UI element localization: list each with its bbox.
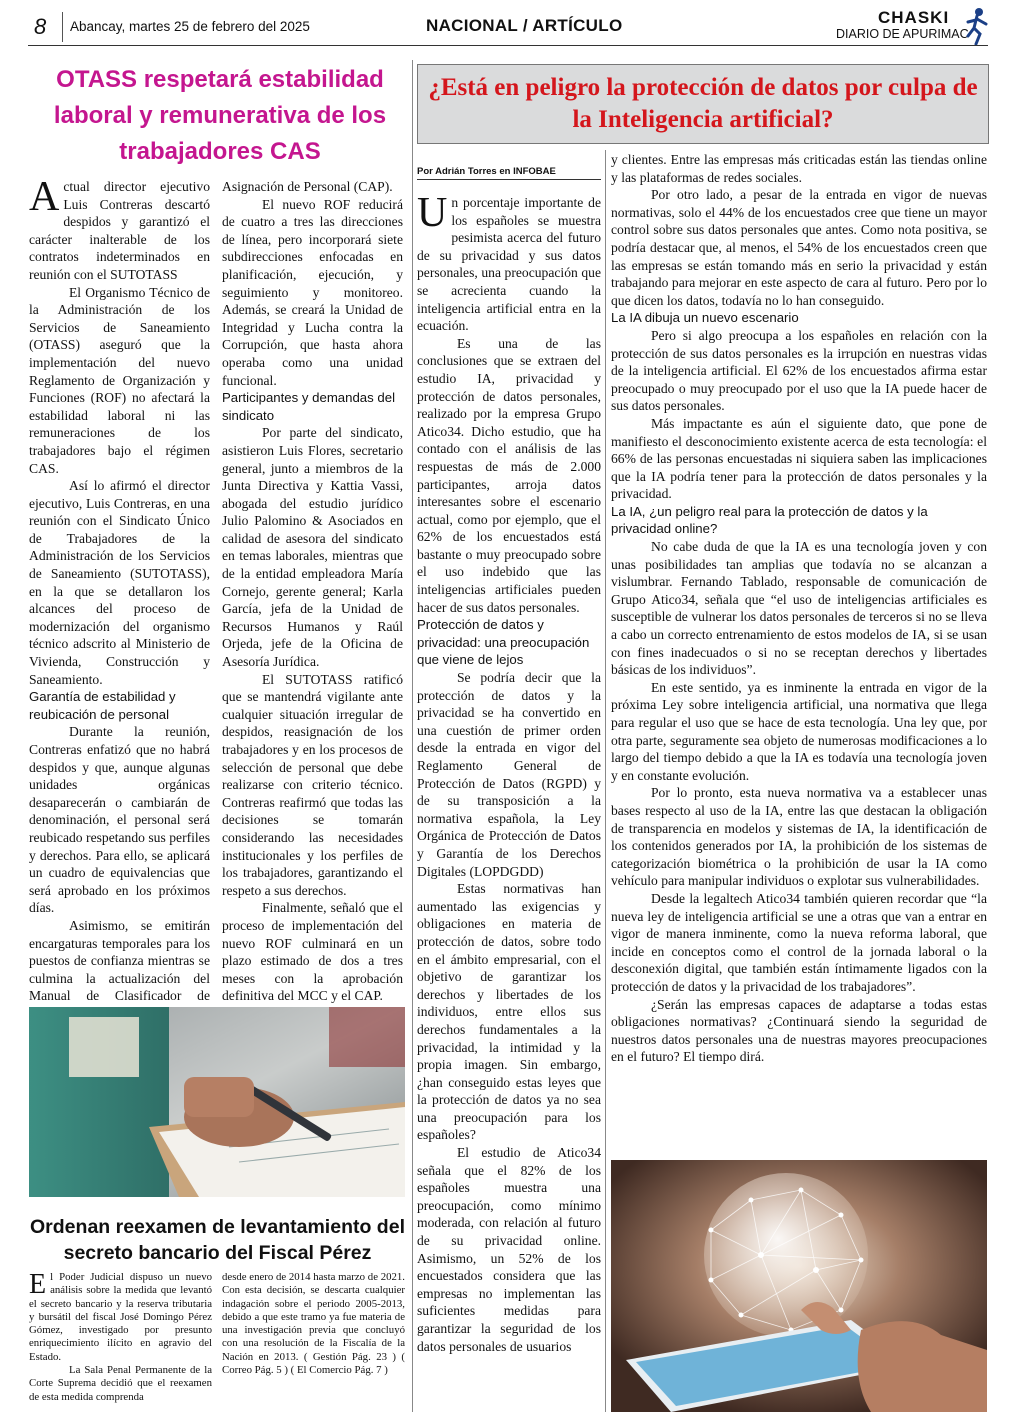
ia-paragraph: Un porcentaje importante de los españoles se muestra pesimista acerca del futuro de su privacidad y sus datos personales, una preocupación que se acrecienta cuando la inteligencia artificial entra en la ecuación.	[417, 190, 601, 334]
ia-paragraph: Más impactante es aún el siguiente dato, que pone de manifiesto el desconocimiento existente acerca de esta tecnología: el 66% de las personas encuestadas ni siquiera saben las implicaciones que la IA podría tener para la protección de datos personales y la privacidad.	[611, 415, 987, 502]
otass-paragraph: Asimismo, se emitirán encargaturas temporales para los puestos de confianza mientras se culmina la actualización del Manual de Clasificador de	[29, 917, 210, 1004]
otass-paragraph: Durante la reunión, Contreras enfatizó que no habrá despidos y que, aunque algunas unidades orgánicas desaparecerán o cambiarán de denominación, el personal será reubicado respetando sus perfiles y derechos. Para ello, se aplicará un cuadro de equivalencias que será aprobado en los próximos días.	[29, 724, 210, 916]
otass-dropcap: A	[29, 174, 60, 220]
ia-paragraph: En este sentido, ya es inminente la entrada en vigor de la próxima Ley sobre inteligencia artificial, una normativa que llega para regular el uso que se hace de esta tecnología. Una ley que, por otra parte, seguramente sea objeto de numerosas modificaciones a lo largo del tiempo debido a que la IA es todavía una tecnología joven y en constante evolución.	[611, 679, 987, 783]
tablet-network-photo	[611, 1160, 987, 1412]
paper-name: CHASKI	[878, 8, 950, 27]
ia-paragraph: No cabe duda de que la IA es una tecnología joven y con unas posibilidades tan amplias que todavía no se alcanzan a vislumbrar. Fernando Tablado, responsable de comunicación de Grupo Atico34, señala que “el uso de inteligencias artificiales es susceptible de vulnerar los datos personales de terceros si no se lleva a cabo un correcto entrenamiento de estos modelos de IA, si se usan con fines inadecuados o si no se receptan derechos y libertades básicas de los individuos”.	[611, 539, 987, 678]
column-divider	[412, 60, 413, 1412]
ia-paragraph: Por lo pronto, esta nueva normativa va a establecer unas bases respecto al uso de la IA, entre las que destacan la obligación de transparencia en modelos y sistemas de IA, la identificación de los contenidos generados por IA, la prohibición de los sistemas de categorización biométrica o la prohibición de usar la IA como vehículo para manipular individuos o explotar sus vulnerabilidades.	[611, 785, 987, 889]
banco-column-2	[222, 1271, 405, 1377]
otass-column-2	[222, 178, 403, 1005]
banco-headline: Ordenan reexamen de levantamiento del secreto bancario del Fiscal Pérez	[30, 1216, 405, 1264]
otass-headline: OTASS respetará estabilidad laboral y remunerativa de los trabajadores CAS	[53, 66, 387, 165]
ia-column-divider	[605, 150, 606, 1412]
section-label: NACIONAL / ARTÍCULO	[426, 16, 623, 35]
ia-subhead-scenario: La IA dibuja un nuevo escenario	[611, 310, 799, 326]
otass-paragraph: El Organismo Técnico de la Administración de los Servicios de Saneamiento (OTASS) aseguró que la implementación del nuevo Reglamento de Organización y Funciones (ROF) no afectará la estabilidad laboral ni las remuneraciones de los trabajadores bajo el régimen CAS.	[29, 284, 210, 476]
otass-paragraph: Asignación de Personal (CAP).	[222, 179, 393, 194]
ia-paragraph: Se podría decir que la protección de datos y la privacidad se ha convertido en una cuestión de primer orden desde la entrada en vigor del Reglamento General de Protección de Datos (RGPD) y de su transposición a la normativa española, la Ley Orgánica de Protección de Datos y Garantía de los Derechos Digitales (LOPDGDD)	[417, 670, 601, 879]
otass-subhead-stability: Garantía de estabilidad y reubicación de personal	[29, 689, 176, 722]
runner-logo-icon	[962, 6, 992, 46]
header-rule	[28, 45, 988, 46]
ia-headline: ¿Está en peligro la protección de datos por culpa de la Inteligencia artificial?	[428, 74, 978, 133]
otass-paragraph: El SUTOTASS ratificó que se mantendrá vigilante ante cualquier situación irregular de despidos, reasignación de los trabajadores y en los procesos de selección de personal que debe realizarse con criterio técnico. Contreras reafirmó que todas las decisiones se tomarán considerando las necesidades institucionales y los perfiles de los trabajadores, garantizando el respeto a sus derechos.	[222, 671, 403, 898]
banco-dropcap: E	[29, 1269, 47, 1300]
otass-paragraph: Actual director ejecutivo Luis Contreras descartó despidos y garantizó el carácter inalterable de los contratos indeterminados en reunión con el SUTOTASS	[29, 174, 210, 282]
header-divider	[62, 12, 63, 42]
otass-paragraph: El nuevo ROF reducirá de cuatro a tres las direcciones de línea, pero incorporará siete subdirecciones enfocadas en planificación, ejecución, y seguimiento y monitoreo. Además, se creará la Unidad de Integridad y Lucha contra la Corrupción, que hasta ahora operaba como una unidad funcional.	[222, 196, 403, 388]
page-number: 8	[34, 14, 47, 39]
ia-subhead-danger: La IA, ¿un peligro real para la protección de datos y la privacidad online?	[611, 503, 928, 537]
ia-column-2	[611, 151, 987, 1066]
clipboard-writing-photo	[29, 1007, 405, 1197]
banco-column-1	[29, 1271, 212, 1404]
otass-paragraph: Finalmente, señaló que el proceso de implementación del nuevo ROF culminará en un plazo estimado de dos a tres meses con la aprobación definitiva del MCC y el CAP.	[222, 900, 403, 1004]
otass-paragraph: Por parte del sindicato, asistieron Luis Flores, secretario general, junto a miembros de la Junta Directiva y Kattia Vassi, abogada del estudio jurídico Julio Palomino & Asociados en calidad de asesora del sindicato en temas laborales, mientras que de la entidad empleadora María Cornejo, gerente general; Karla García, jefa de la Unidad de Recursos Humanos y Raúl Orjeda, jefe de la Oficina de Asesoría Jurídica.	[222, 425, 403, 670]
ia-subhead-protection: Protección de datos y privacidad: una preocupación que viene de lejos	[417, 617, 590, 668]
byline-rule	[417, 179, 601, 180]
banco-paragraph: El Poder Judicial dispuso un nuevo análisis sobre la medida que levantó el secreto bancario y la reserva tributaria y bursátil del fiscal José Domingo Pérez Gómez, investigado por presunto enriquecimiento ilícito en agravio del Estado.	[29, 1269, 212, 1363]
ia-dropcap: U	[417, 190, 448, 236]
ia-paragraph: ¿Serán las empresas capaces de adaptarse a todas estas obligaciones normativas? ¿Continuará siendo la seguridad de nuestros datos personales una de nuestras mayores preocupaciones en el futuro? El tiempo dirá.	[611, 996, 987, 1065]
otass-paragraph: Así lo afirmó el director ejecutivo, Luis Contreras, en una reunión con el Sindicato Único de Trabajadores de la Administración de los Servicios de Saneamiento (SUTOTASS), en la que se detallaron los alcances del proceso de modernización del organismo técnico adscrito al Ministerio de Vivienda, Construcción y Saneamiento.	[29, 478, 210, 687]
ia-paragraph: y clientes. Entre las empresas más criticadas están las tiendas online y las plataformas de redes sociales.	[611, 152, 987, 185]
otass-subhead-participants: Participantes y demandas del sindicato	[222, 390, 396, 423]
ia-paragraph: Desde la legaltech Atico34 también quieren recordar que “la nueva ley de inteligencia artificial se une a otras que van a entrar en vigor de manera inminente, como la nueva reforma laboral, que incide en conceptos como el control de la jornada laboral o la desconexión digital, que también están íntimamente ligados con la protección de datos y la privacidad de los trabajadores”.	[611, 890, 987, 994]
ia-column-1	[417, 190, 601, 1355]
ia-paragraph: Estas normativas han aumentado las exigencias y obligaciones en materia de protección de datos, sobre todo en el ámbito empresarial, con el objetivo de garantizar los derechos y libertades de los individuos, entre ellos sus derechos fundamentales a la privacidad, la intimidad y la propia imagen. Sin embargo, ¿han conseguido estas leyes que la protección de datos ya no sea una preocupación para los españoles?	[417, 881, 601, 1143]
ia-paragraph: Por otro lado, a pesar de la entrada en vigor de nuevas normativas, solo el 44% de los encuestados cree que tiene un mayor control sobre sus datos personales que antes. Como nota positiva, se podría destacar que, al menos, el 54% de los encuestados creen que las empresas se están tomando más en serio la privacidad y están trabajando para mejorar en este aspecto de cara al futuro. Pero por lo que dicen los datos, todavía no lo han conseguido.	[611, 187, 987, 308]
dateline: Abancay, martes 25 de febrero del 2025	[70, 19, 310, 34]
ia-paragraph: Es una de las conclusiones que se extraen del estudio IA, privacidad y protección de datos personales, realizado por la empresa Grupo Atico34. Dicho estudio, que ha contado con el análisis de las respuestas de más de 2.000 participantes, arroja datos interesantes sobre el escenario actual, como por ejemplo, que el 62% de los encuestados está bastante o muy preocupado sobre el uso indebido que las inteligencias artificiales pueden hacer de sus datos personales.	[417, 335, 601, 615]
banco-paragraph: desde enero de 2014 hasta marzo de 2021. Con esta decisión, se descarta cualquier indagación sobre el periodo 2005-2013, debido a que este tramo ya fue materia de una investigación previa que concluyó con una resolución de la Fiscalía de la Nación en 2013. ( Gestión Pág. 23 ) ( Correo Pág. 5 ) ( El Comercio Pág. 7 )	[222, 1271, 405, 1377]
paper-subtitle: DIARIO DE APURIMAC	[836, 27, 969, 41]
otass-column-1	[29, 174, 210, 1023]
banco-paragraph: La Sala Penal Permanente de la Corte Suprema decidió que el reexamen de esta medida comprenda	[29, 1364, 212, 1403]
ia-byline: Por Adrián Torres en INFOBAE	[417, 166, 556, 177]
ia-paragraph: Pero si algo preocupa a los españoles en relación con la protección de sus datos personales es la irrupción en nuestras vidas de la inteligencia artificial. El 62% de los encuestados afirma estar preocupado o muy preocupado por el uso que la IA puede hacer de sus datos personales.	[611, 327, 987, 414]
ia-paragraph: El estudio de Atico34 señala que el 82% de los españoles muestra una preocupación, como mínimo moderada, con relación al futuro de su privacidad online. Asimismo, un 52% de los encuestados considera que las empresas no implementan las suficientes medidas para garantizar la seguridad de los datos personales de usuarios	[417, 1145, 601, 1354]
